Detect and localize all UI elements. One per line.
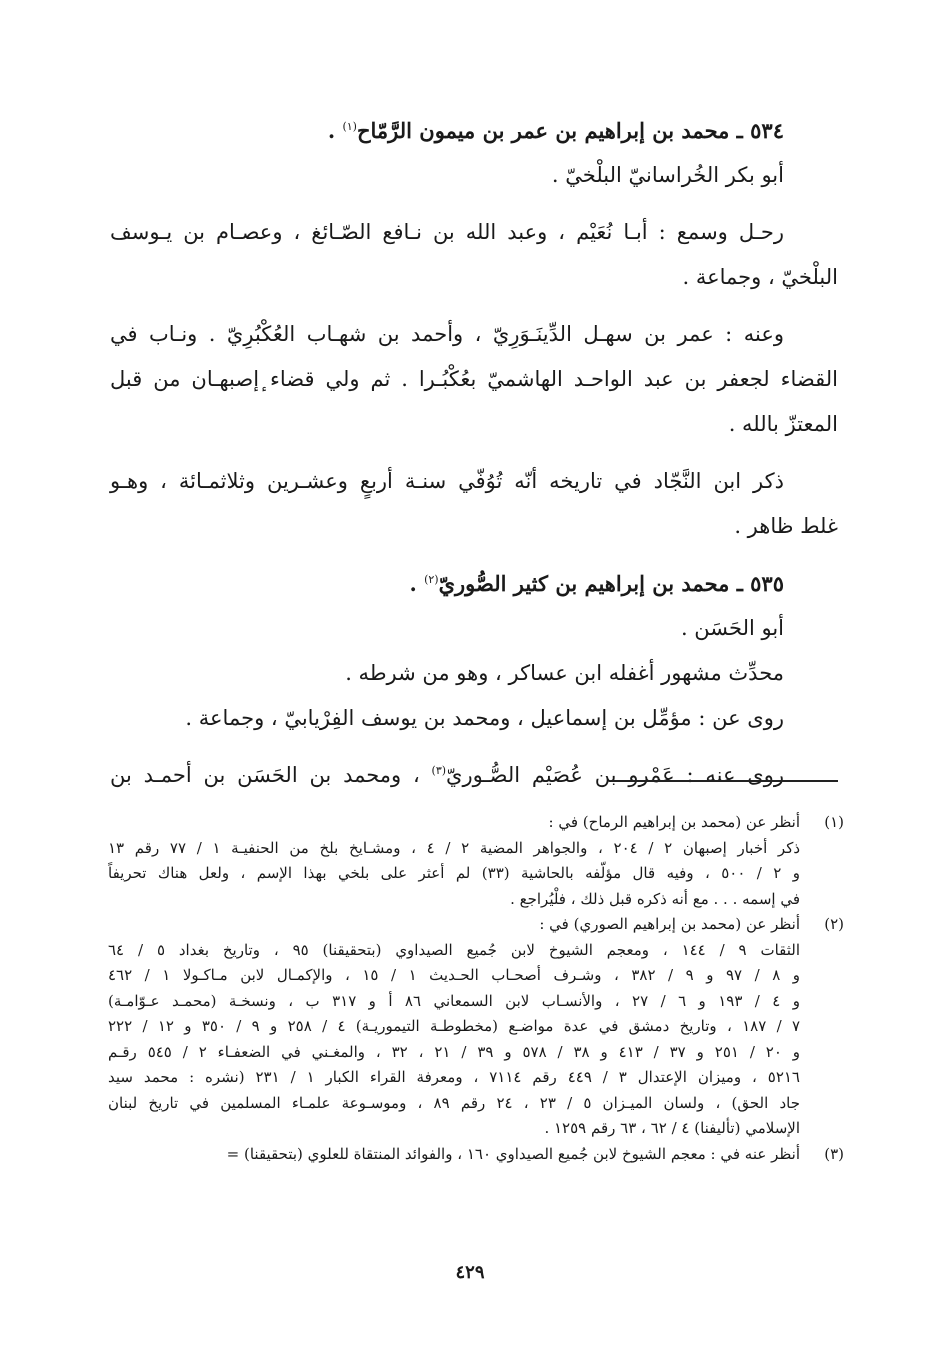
entry-title — [110, 108, 838, 153]
footnote-line: ٥٢١٦ ، وميزان الإعتدال ٣ / ٤٤٩ رقم ٧١١٤ ، ومعرفة القراء الكبار ١ / ٢٣١ (نشره : محمد سيد — [108, 1068, 800, 1086]
footnote-head — [108, 810, 844, 836]
paragraph-line: روى عن : مؤمِّل بن إسماعيل ، ومحمد بن يوسف الفِرْيابيّ ، وجماعة . — [185, 706, 784, 730]
entry-title-end: . — [409, 571, 425, 596]
paragraph-line: ذكر ابن النَّجّاد في تاريخه أنّه تُوُفّي سنـة أربعٍ وعشـرين وثلاثمـائة ، وهـو — [110, 469, 784, 493]
footnote-number: (١) — [824, 813, 844, 831]
main-text — [110, 108, 838, 798]
footnote-line: جاد الحق) ، ولسان الميـزان ٥ / ٢٣ ، ٢٤ رقم ٨٩ ، وموسـوعة علمـاء المسلمين في تاريخ لبنان — [108, 1093, 800, 1112]
footnote-line: و ٢ / ٥٠٠ ، وفيه قال مؤلّفه بالحاشية (٣٣) لم أعثر على بلخي بهذا الإسم ، ولعل هناك تحريفاً — [108, 864, 800, 882]
paragraph — [110, 210, 838, 300]
footnote-heading: أنظر عن (محمد بن إبراهيم الصوري) في : — [539, 915, 800, 933]
footnote-line: ٧ / ١٨٧ ، وتاريخ دمشق في عدة مواضـع (مخطوطـة التيموريـة) ٤ / ٢٥٨ و ٩ / ٣٥٠ و ١٢ / ٢٢٢ — [108, 1017, 801, 1035]
footnote-line: و ٨ / ٩٧ و ٩ / ٣٨٢ ، وشـرف أصحـاب الحـديث ١ / ١٥ ، والإكمـال لابن مـاكـولا ١ / ٤٦٢ — [108, 966, 801, 984]
footnote-line: في إسمه . . . مع أنه ذكره قبل ذلك ، فلْيُراجع . — [510, 889, 800, 908]
paragraph-line: المعتزّ بالله . — [728, 412, 838, 436]
footnote — [108, 810, 844, 912]
footnote-head — [108, 1142, 844, 1168]
footnote-heading: أنظر عنه في : معجم الشيوخ لابن جُميع الصيداوي ١٦٠ ، والفوائد المنتقاة للعلوي (بتحقيقنا) = — [226, 1144, 800, 1163]
paragraph-line: رحـل وسمع : أبـا نُعَيْم ، وعبد الله بن نـافع الصّـائغ ، وعصـام بن يـوسف — [110, 220, 784, 244]
footnote-line: و ٢٠ / ٢٥١ و ٣٧ / ٤١٣ و ٣٨ / ٥٧٨ و ٣٩ / ٢١ ، ٣٢ ، والمغـني في الضعفـاء ٢ / ٥٤٥ رقـم — [108, 1042, 801, 1061]
footnote-line: و ٤ / ١٩٣ و ٦ / ٢٧ ، والأنسـاب لابن السمعاني ٨٦ أ و ٣١٧ ب ، ونسخـة (محمـد عـوّامـة) — [108, 991, 801, 1010]
footnote-line: الثقات ٩ / ١٤٤ ، ومعجم الشيوخ لابن جُميع الصيداوي (بتحقيقنا) ٩٥ ، وتاريخ بغداد ٥ / ٦٤ — [108, 940, 801, 959]
footnote-ref[interactable]: (٣) — [431, 764, 447, 777]
paragraph-line: القضاء لجعفر بن عبد الواحـد الهاشميّ بعُكْبُـرا . ثم ولي قضاء ٕإصبهـان من قبل — [110, 367, 838, 391]
paragraph — [110, 459, 838, 549]
footnote-body — [108, 938, 844, 1142]
footnote-divider — [612, 780, 838, 782]
footnotes — [108, 810, 844, 1167]
paragraph-line: محدِّث مشهور أغفله ابن عساكر ، وهو من شرطه . — [345, 661, 784, 685]
footnote-heading: أنظر عن (محمد بن إبراهيم الرماح) في : — [548, 813, 800, 831]
entry-title — [110, 561, 838, 606]
footnote-body — [108, 836, 844, 913]
paragraph-line: البلْخيّ ، وجماعة . — [682, 265, 838, 289]
paragraph-line: غلط ظاهر . — [734, 514, 838, 538]
footnote-number: (٣) — [824, 1144, 844, 1163]
entry-title-text: ٥٣٥ ـ محمد بن إبراهيم بن كثير الصُّوريّ — [438, 571, 784, 596]
line-segment: روى عنه : عَمْرو بن عُصَيْم الصُّـوريّ — [446, 763, 784, 787]
paragraph-line: وعنه : عمر بن سهـل الدِّينَـوَرِيّ ، وأحمد بن شهـاب العُكْبُرِيّ . ونـاب في — [110, 322, 784, 346]
paragraph-line — [110, 753, 838, 798]
entry-title-end: . — [327, 118, 343, 143]
entry-title-text: ٥٣٤ ـ محمد بن إبراهيم بن عمر بن ميمون الرَّمّاح — [356, 118, 784, 143]
footnote-ref[interactable]: (٢) — [424, 573, 439, 586]
line-segment: ، ومحمد بن الحَسَن بن أحمـد بن — [110, 763, 432, 787]
footnote-line: الإسلامي (تأليفنا) ٤ / ٦٢ ، ٦٣ رقم ١٢٥٩ . — [544, 1119, 800, 1137]
footnote-ref[interactable]: (١) — [342, 120, 357, 133]
entry-kunya: أبو الحَسَن . — [680, 616, 784, 640]
footnote-line: ذكر أخبار إصبهان ٢ / ٢٠٤ ، والجواهر المضية ٢ / ٤ ، ومشـايخ بلخ من الحنفيـة ١ / ٧٧ رقم ١٣ — [108, 838, 801, 857]
footnote-number: (٢) — [824, 915, 844, 933]
footnote — [108, 1142, 844, 1168]
footnote-head — [108, 912, 844, 938]
entry-kunya: أبو بكر الخُراسانيّ البلْخيّ . — [551, 163, 784, 187]
paragraph — [110, 312, 838, 447]
page-number: ٤٢٩ — [455, 1262, 485, 1283]
footnote — [108, 912, 844, 1142]
